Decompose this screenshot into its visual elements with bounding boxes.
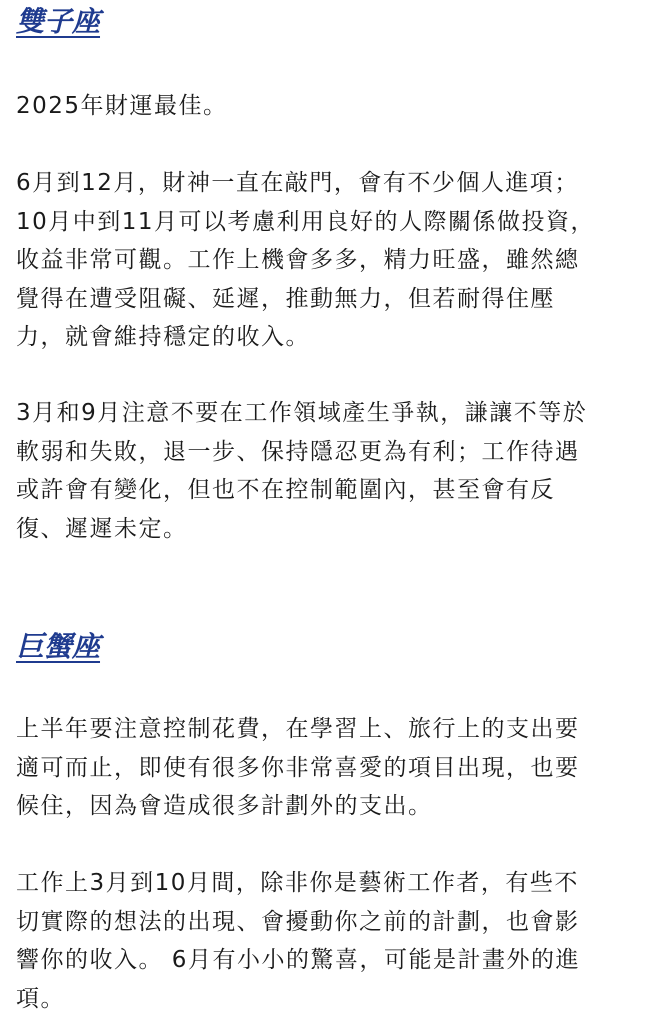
text-line: 3月和9月注意不要在工作領域產生爭執，謙讓不等於 [16, 400, 588, 426]
text-line: 10月中到11月可以考慮利用良好的人際關係做投資， [16, 208, 596, 235]
text-line: 6月到12月，財神一直在敲門，會有不少個人進項； [16, 170, 579, 196]
paragraph-cancer-2 [16, 864, 636, 1018]
text-line: 適可而止，即使有很多你非常喜愛的項目出現，也要 [16, 754, 580, 781]
text-line: 力，就會維持穩定的收入。 [16, 324, 310, 350]
text-line: 2025年財運最佳。 [16, 93, 228, 119]
section-heading-gemini: 雙子座 [16, 5, 101, 38]
text-line: 覺得在遭受阻礙、延遲，推動無力，但若耐得住壓 [16, 285, 555, 312]
text-line: 收益非常可觀。工作上機會多多，精力旺盛，雖然總 [16, 247, 580, 273]
text-line: 上半年要注意控制花費，在學習上、旅行上的支出要 [16, 716, 580, 742]
section-heading-cancer: 巨蟹座 [16, 630, 101, 663]
text-line: 或許會有變化，但也不在控制範圍內，甚至會有反 [16, 477, 555, 503]
text-line: 響你的收入。 6月有小小的驚喜，可能是計畫外的進 [16, 947, 580, 973]
text-line: 軟弱和失敗，退一步、保持隱忍更為有利；工作待遇 [16, 438, 580, 465]
text-line: 工作上3月到10月間，除非你是藝術工作者，有些不 [16, 870, 579, 896]
paragraph-gemini-3 [16, 394, 636, 548]
text-line: 項。 [16, 985, 65, 1012]
paragraph-cancer-1 [16, 710, 636, 826]
paragraph-gemini-2 [16, 164, 636, 357]
paragraph-gemini-1 [16, 87, 636, 126]
text-line: 切實際的想法的出現、會擾動你之前的計劃，也會影 [16, 908, 580, 935]
text-line: 復、遲遲未定。 [16, 515, 188, 542]
text-line: 候住，因為會造成很多計劃外的支出。 [16, 793, 433, 819]
